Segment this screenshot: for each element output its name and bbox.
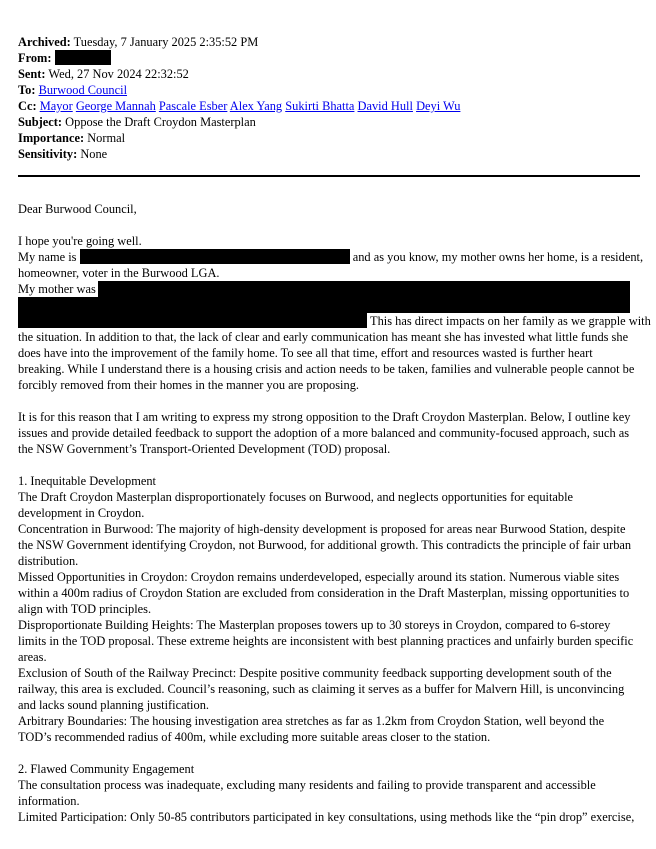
sensitivity-row <box>18 146 640 162</box>
redacted-mother-detail-2 <box>18 297 630 313</box>
cc-link-alex-yang[interactable]: Alex Yang <box>229 99 283 113</box>
subject-label: Subject: <box>18 115 63 129</box>
to-link[interactable]: Burwood Council <box>38 83 128 97</box>
mother-prefix: My mother was <box>18 282 96 296</box>
cc-link-george-mannah[interactable]: George Mannah <box>75 99 156 113</box>
name-line <box>18 249 644 265</box>
section-1-item: Missed Opportunities in Croydon: Croydon remains underdeveloped, especially around its station. Numerous viable sites within a 400m radius of Croydon Station are excluded from consideration in the Draft Masterplan, missing opportunities to align with TOD principles. <box>18 570 630 616</box>
sent-row <box>18 66 640 82</box>
sensitivity-value: None <box>80 147 108 161</box>
to-label: To: <box>18 83 36 97</box>
subject-row <box>18 114 640 130</box>
cc-label: Cc: <box>18 99 37 113</box>
archived-value: Tuesday, 7 January 2025 2:35:52 PM <box>73 35 259 49</box>
email-body <box>18 201 651 825</box>
cc-link-mayor[interactable]: Mayor <box>39 99 73 113</box>
sensitivity-label: Sensitivity: <box>18 147 78 161</box>
situation-paragraph: the situation. In addition to that, the lack of clear and early communication has meant she has invested what little funds she does have into the improvement of the family home. To see all that time, effort and resources wasted is further heart breaking. While I understand there is a housing crisis and action needs to be taken, families and vulnerable people cannot be forcibly removed from their homes in the manner you are proposing. <box>18 330 635 392</box>
importance-row <box>18 130 640 146</box>
section-1-item: Disproportionate Building Heights: The Masterplan proposes towers up to 30 storeys in Croydon, compared to 6-storey limits in the TOD proposal. These extreme heights are inconsistent with best planning practices and unfairly burden specific areas. <box>18 618 634 664</box>
section-2-item: Limited Participation: Only 50-85 contributors participated in key consultations, using methods like the “pin drop” exercise, <box>18 810 635 824</box>
sent-value: Wed, 27 Nov 2024 22:32:52 <box>48 67 189 81</box>
mother-block <box>18 281 651 329</box>
header-divider <box>18 175 640 177</box>
section-1-item: Arbitrary Boundaries: The housing investigation area stretches as far as 1.2km from Croydon Station, well beyond the TOD’s recommended radius of 400m, while excluding more suitable areas closer to the station. <box>18 714 605 744</box>
name-suffix: and as you know, my mother owns her home, is a resident, <box>352 250 644 264</box>
cc-link-deyi-wu[interactable]: Deyi Wu <box>416 99 461 113</box>
subject-value: Oppose the Draft Croydon Masterplan <box>65 115 256 129</box>
cc-link-david-hull[interactable]: David Hull <box>357 99 413 113</box>
opposition-paragraph: It is for this reason that I am writing to express my strong opposition to the Draft Croydon Masterplan. Below, I outline key issues and provide detailed feedback to support the adoption of a more balanced and community-focused approach, such as the NSW Government’s Transport-Oriented Development (TOD) proposal. <box>18 410 631 456</box>
email-header <box>18 34 640 162</box>
section-1-intro: The Draft Croydon Masterplan disproportionately focuses on Burwood, and neglects opportunities for equitable development in Croydon. <box>18 490 574 520</box>
cc-row <box>18 98 640 114</box>
opening-line: I hope you're going well. <box>18 234 142 248</box>
impact-text: This has direct impacts on her family as we grapple with <box>370 314 651 328</box>
redacted-mother-detail-3 <box>18 313 367 328</box>
greeting: Dear Burwood Council, <box>18 202 137 216</box>
cc-link-sukirti-bhatta[interactable]: Sukirti Bhatta <box>285 99 355 113</box>
section-1-item: Exclusion of South of the Railway Precinct: Despite positive community feedback supporting development south of the railway, this area is excluded. Council’s reasoning, such as claiming it serves as a buffer for Malvern Hill, is unconvincing and lacks sound planning justification. <box>18 666 625 712</box>
to-row <box>18 82 640 98</box>
archived-row <box>18 34 640 50</box>
section-1-title: 1. Inequitable Development <box>18 474 156 488</box>
section-1-item: Concentration in Burwood: The majority of high-density development is proposed for areas near Burwood Station, despite the NSW Government identifying Croydon, not Burwood, for additional growth. This contradicts the principle of fair urban distribution. <box>18 522 632 568</box>
section-2-intro: The consultation process was inadequate, excluding many residents and failing to provide transparent and accessible information. <box>18 778 596 808</box>
homeowner-line: homeowner, voter in the Burwood LGA. <box>18 266 220 280</box>
name-prefix: My name is <box>18 250 77 264</box>
from-label: From: <box>18 51 52 65</box>
section-2-title: 2. Flawed Community Engagement <box>18 762 195 776</box>
redacted-name <box>80 249 350 264</box>
cc-link-pascale-esber[interactable]: Pascale Esber <box>158 99 228 113</box>
importance-value: Normal <box>87 131 126 145</box>
from-row <box>18 50 640 66</box>
importance-label: Importance: <box>18 131 85 145</box>
redacted-sender <box>55 50 111 65</box>
archived-label: Archived: <box>18 35 71 49</box>
sent-label: Sent: <box>18 67 46 81</box>
redacted-mother-detail-1 <box>98 281 630 297</box>
